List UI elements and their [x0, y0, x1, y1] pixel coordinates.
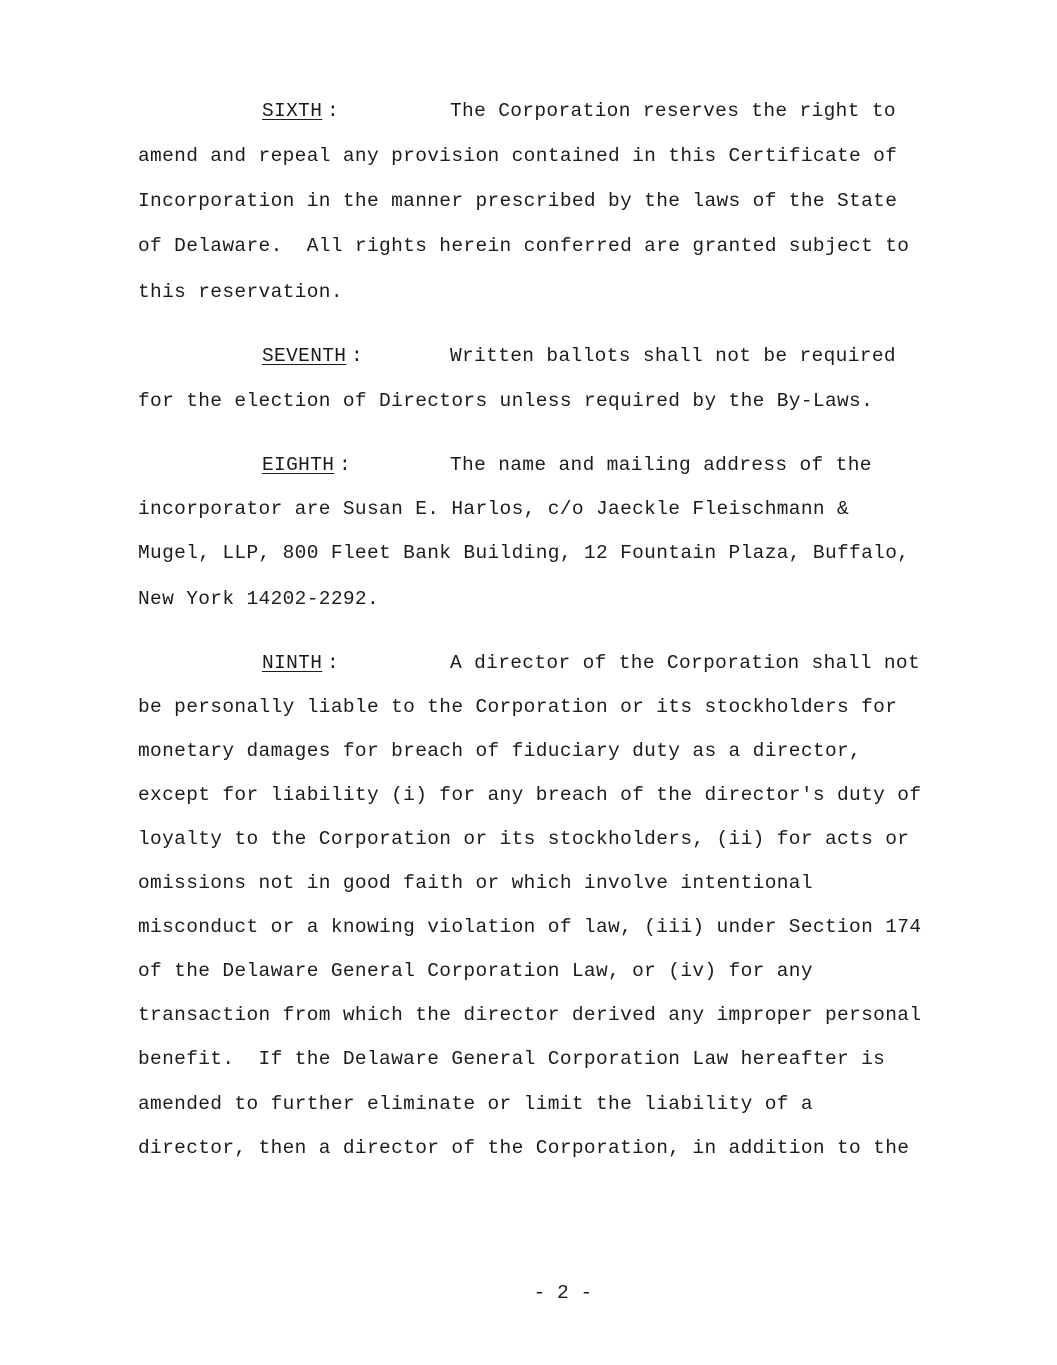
section-lead-text: The name and mailing address of the	[450, 454, 872, 476]
body-line: transaction from which the director derived any improper personal	[138, 1004, 922, 1026]
body-line: benefit. If the Delaware General Corporation Law hereafter is	[138, 1048, 886, 1070]
body-line: omissions not in good faith or which involve intentional	[138, 872, 813, 894]
section-heading-colon: :	[339, 454, 351, 476]
section-heading-colon: :	[351, 345, 363, 367]
section-heading-colon: :	[327, 652, 339, 674]
section-heading-eighth: EIGHTH	[262, 454, 335, 476]
body-line: except for liability (i) for any breach of the director's duty of	[138, 784, 922, 806]
page-number-footer	[0, 1260, 1057, 1326]
section-heading-ninth: NINTH	[262, 652, 323, 674]
body-line: incorporator are Susan E. Harlos, c/o Jaeckle Fleischmann &	[138, 498, 850, 520]
section-heading-seventh: SEVENTH	[262, 345, 347, 367]
body-line: New York 14202-2292.	[138, 588, 380, 610]
body-line: director, then a director of the Corporation, in addition to the	[138, 1137, 910, 1159]
body-line: amended to further eliminate or limit the liability of a	[138, 1093, 813, 1115]
body-line: misconduct or a knowing violation of law, (iii) under Section 174	[138, 916, 922, 938]
body-line: this reservation.	[138, 281, 343, 303]
body-line: monetary damages for breach of fiduciary duty as a director,	[138, 740, 862, 762]
body-line: for the election of Directors unless required by the By-Laws.	[138, 390, 874, 412]
section-heading-colon: :	[327, 100, 339, 122]
body-line: Mugel, LLP, 800 Fleet Bank Building, 12 Fountain Plaza, Buffalo,	[138, 542, 910, 564]
page-number: - 2 -	[533, 1282, 593, 1304]
section-lead-text: The Corporation reserves the right to	[450, 100, 896, 122]
body-line: loyalty to the Corporation or its stockholders, (ii) for acts or	[138, 828, 910, 850]
body-line: of the Delaware General Corporation Law, or (iv) for any	[138, 960, 813, 982]
body-line: Incorporation in the manner prescribed by the laws of the State	[138, 190, 898, 212]
section-lead-text: A director of the Corporation shall not	[450, 652, 921, 674]
body-line: of Delaware. All rights herein conferred are granted subject to	[138, 235, 910, 257]
body-line: be personally liable to the Corporation or its stockholders for	[138, 696, 898, 718]
section-heading-sixth: SIXTH	[262, 100, 323, 122]
section-lead-text: Written ballots shall not be required	[450, 345, 896, 367]
body-line: amend and repeal any provision contained in this Certificate of	[138, 145, 898, 167]
